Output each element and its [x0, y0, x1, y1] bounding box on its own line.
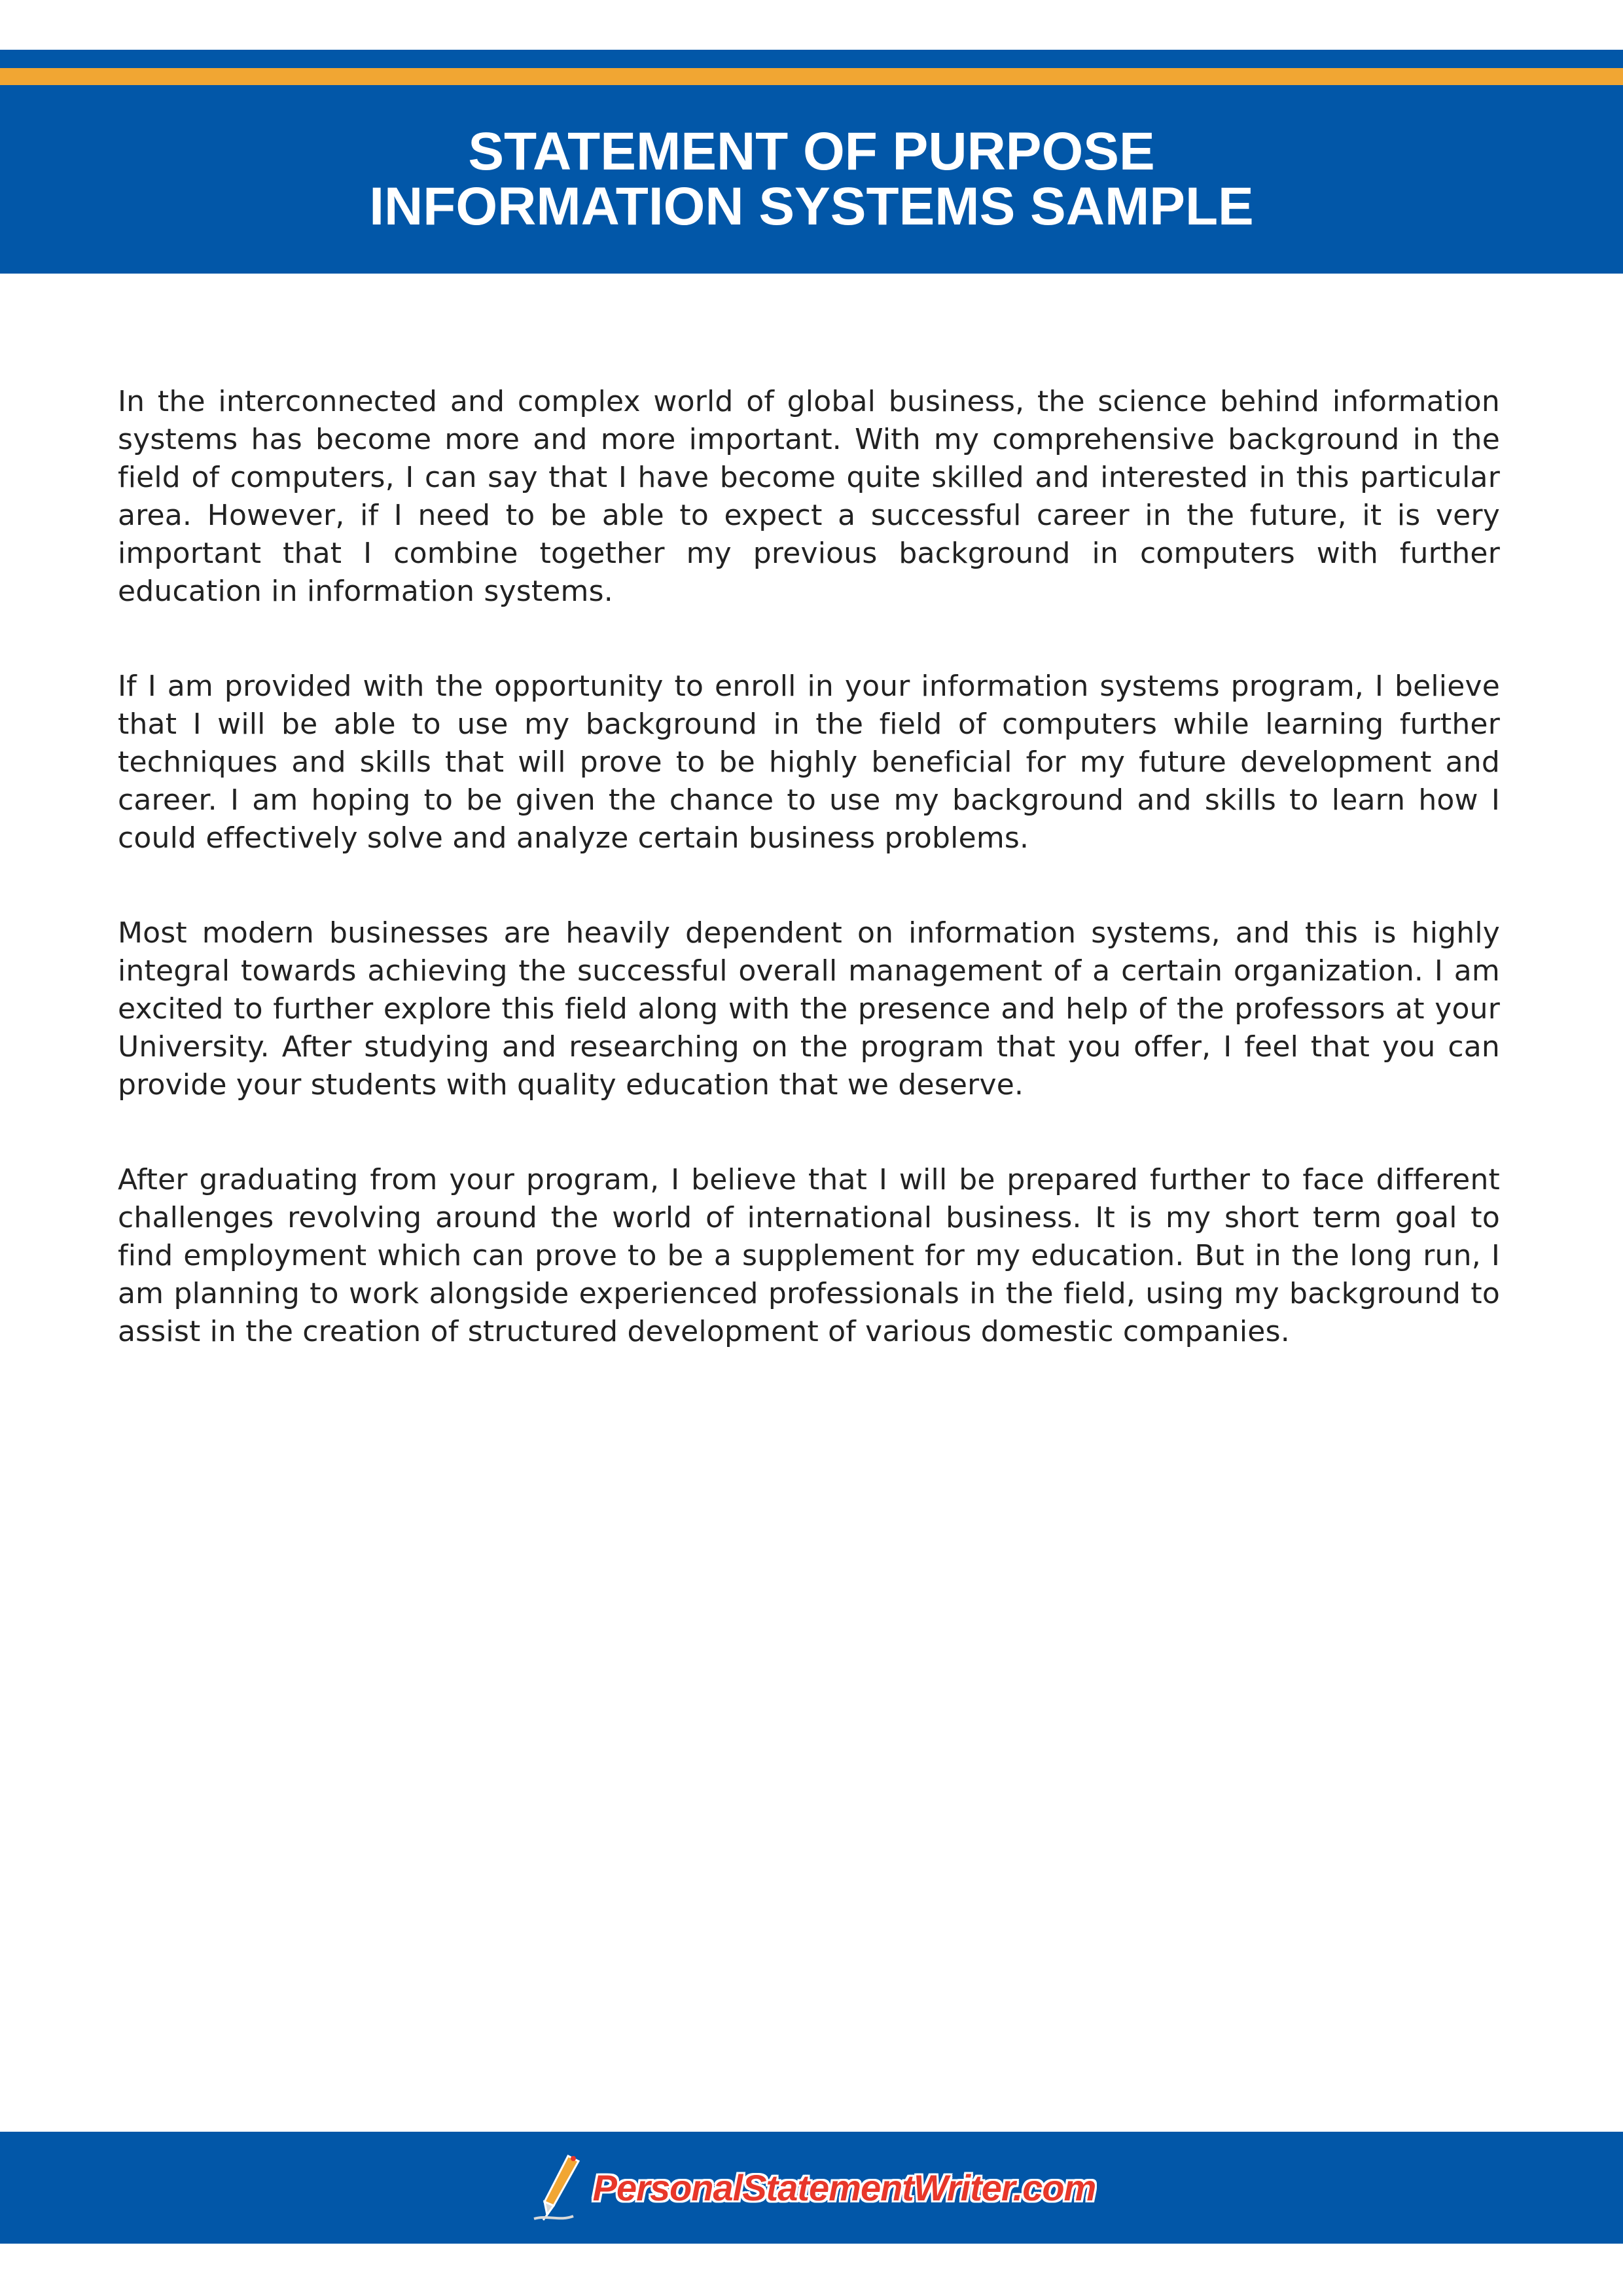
body-paragraph-3: Most modern businesses are heavily dependent on information systems, and this is highly integral towards achieving the successful overall management of a certain organization. I am excited to further explore this field along with the presence and help of the professors at your University. After studying and researching on the program that you offer, I feel that you can provide your students with quality education that we deserve.: [118, 916, 1500, 1102]
body-paragraph-4: After graduating from your program, I believe that I will be prepared further to face different challenges revolving around the world of international business. It is my short term goal to find employment which can prove to be a supplement for my education. But in the long run, I am planning to work alongside experienced professionals in the field, using my background to assist in the creation of structured development of various domestic companies.: [118, 1163, 1500, 1348]
document-body: [118, 383, 1500, 1408]
footer-band: [0, 2132, 1623, 2244]
page-title: STATEMENT OF PURPOSE INFORMATION SYSTEMS SAMPLE: [369, 122, 1254, 236]
top-orange-stripe: [0, 68, 1623, 85]
header-band: [0, 85, 1623, 274]
body-paragraph-2: If I am provided with the opportunity to enroll in your information systems program, I believe that I will be able to use my background in the field of computers while learning further techniques and skills that will prove to be highly beneficial for my future development and career. I am hoping to be given the chance to use my background and skills to learn how I could effectively solve and analyze certain business problems.: [118, 670, 1500, 855]
top-blue-stripe: [0, 50, 1623, 68]
fountain-pen-icon: [527, 2152, 588, 2224]
body-paragraph-1: In the interconnected and complex world of global business, the science behind information systems has become more and more important. With my comprehensive background in the field of computers, I can say that I have become quite skilled and interested in this particular area. However, if I need to be able to expect a successful career in the future, it is very important that I combine together my previous background in computers with further education in information systems.: [118, 385, 1500, 608]
logo-text: PersonalStatementWriter.com: [592, 2167, 1096, 2208]
site-logo[interactable]: [527, 2152, 1096, 2224]
